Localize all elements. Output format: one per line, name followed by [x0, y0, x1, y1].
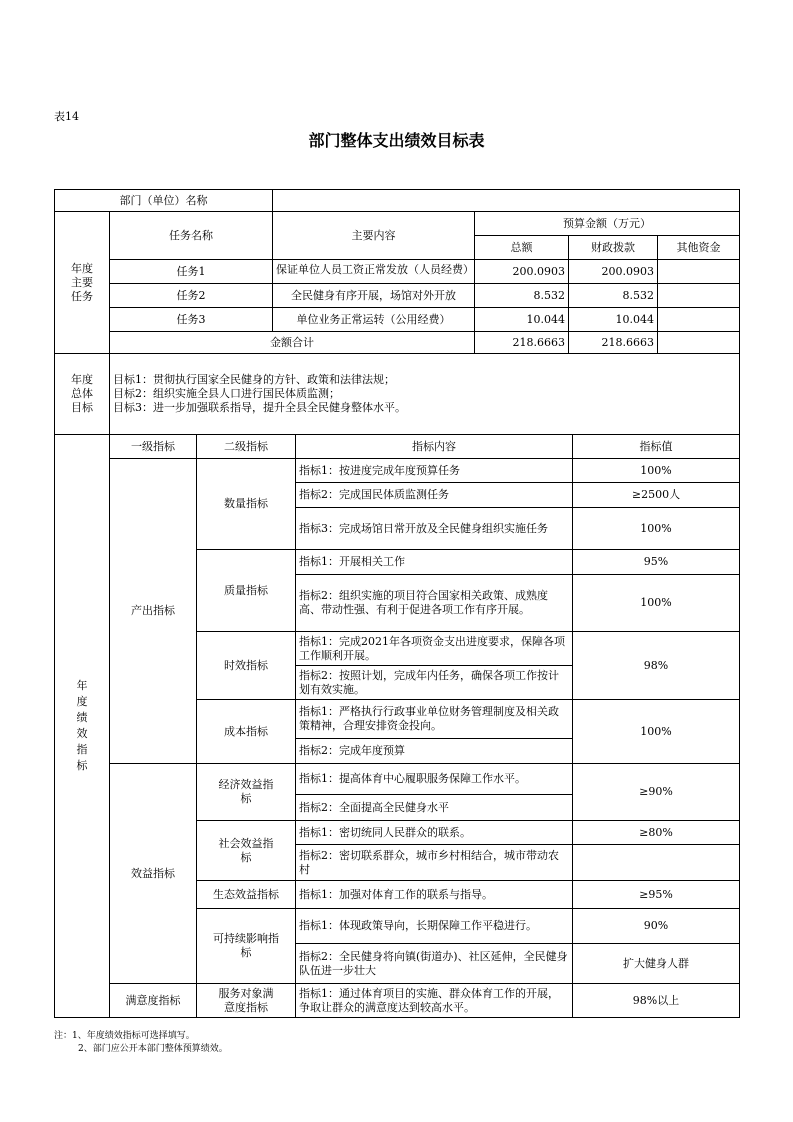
- task-other: [657, 283, 740, 308]
- sustainable-indicator-label-text: 可持续影响指标: [213, 932, 279, 959]
- indicator-value: 100%: [572, 507, 740, 550]
- overall-goals-label: [54, 353, 110, 435]
- satisfaction-level2-label: [196, 983, 296, 1018]
- sum-label: 金额合计: [109, 331, 475, 354]
- header-task-name: 任务名称: [109, 211, 273, 260]
- goal-line: 目标2：组织实施全县人口进行国民体质监测；: [113, 387, 340, 400]
- indicator-value: 95%: [572, 549, 740, 575]
- indicator-item: 指标1：按进度完成年度预算任务: [295, 458, 573, 483]
- indicator-value: 100%: [572, 574, 740, 632]
- annual-tasks-label: [54, 211, 110, 354]
- task-total: 8.532: [474, 283, 569, 308]
- task-other: [657, 307, 740, 332]
- ecological-indicator-label: 生态效益指标: [196, 880, 296, 909]
- goal-line: 目标1：贯彻执行国家全民健身的方针、政策和法律法规；: [113, 373, 395, 386]
- social-indicator-label-text: 社会效益指标: [218, 836, 274, 864]
- indicator-value: ≥90%: [572, 763, 740, 821]
- task-content: 单位业务正常运转（公用经费）: [272, 307, 475, 332]
- indicator-item: 指标1：严格执行行政事业单位财务管理制度及相关政策精神，合理安排资金投向。: [295, 699, 573, 739]
- indicator-value: 98%: [572, 631, 740, 700]
- task-fiscal: 10.044: [568, 307, 658, 332]
- overall-goals-label-text: 年度总体目标: [71, 373, 93, 414]
- sum-fiscal: 218.6663: [568, 331, 658, 354]
- task-total: 10.044: [474, 307, 569, 332]
- task-name: 任务3: [109, 307, 273, 332]
- social-indicator-label: [196, 820, 296, 881]
- header-level2: 二级指标: [196, 434, 296, 459]
- quantity-indicator-label: 数量指标: [196, 458, 296, 550]
- indicator-item: 指标1：加强对体育工作的联系与指导。: [295, 880, 573, 909]
- satisfaction-level2-label-text: 服务对象满意度指标: [218, 986, 274, 1014]
- performance-label-text: 年度绩效指标: [76, 679, 88, 772]
- task-name: 任务1: [109, 259, 273, 284]
- indicator-value: ≥95%: [572, 880, 740, 909]
- indicator-item: 指标1：体现政策导向，长期保障工作平稳进行。: [295, 908, 573, 944]
- indicator-value: 100%: [572, 458, 740, 483]
- header-total: 总额: [474, 235, 569, 260]
- task-total: 200.0903: [474, 259, 569, 284]
- header-level1: 一级指标: [109, 434, 197, 459]
- timeliness-indicator-label: 时效指标: [196, 631, 296, 700]
- sum-other: [657, 331, 740, 354]
- economic-indicator-label-text: 经济效益指标: [218, 778, 274, 805]
- dept-value: [272, 189, 740, 212]
- table-number: 表14: [54, 110, 79, 123]
- sum-total: 218.6663: [474, 331, 569, 354]
- indicator-value: 100%: [572, 699, 740, 764]
- indicator-item: 指标2：完成国民体质监测任务: [295, 482, 573, 508]
- task-name: 任务2: [109, 283, 273, 308]
- overall-goals-content: [109, 353, 740, 435]
- economic-indicator-label: [196, 763, 296, 821]
- performance-label: [54, 434, 110, 1018]
- indicator-item: 指标1：开展相关工作: [295, 549, 573, 575]
- indicator-item: 指标3：完成场馆日常开放及全民健身组织实施任务: [295, 507, 573, 550]
- task-content: 保证单位人员工资正常发放（人员经费）: [272, 259, 475, 284]
- indicator-value: 90%: [572, 908, 740, 944]
- indicator-item: 指标2：全面提高全民健身水平: [295, 794, 573, 821]
- indicator-item: 指标2：密切联系群众，城市乡村相结合，城市带动农村: [295, 844, 573, 881]
- benefit-indicators-label: 效益指标: [109, 763, 197, 984]
- goal-line: 目标3：进一步加强联系指导，提升全县全民健身整体水平。: [113, 401, 406, 414]
- sustainable-indicator-label: [196, 908, 296, 984]
- header-value: 指标值: [572, 434, 740, 459]
- indicator-value: 98%以上: [572, 983, 740, 1018]
- page-title: 部门整体支出绩效目标表: [308, 131, 485, 150]
- dept-label: 部门（单位）名称: [54, 189, 273, 212]
- header-other: 其他资金: [657, 235, 740, 260]
- indicator-item: 指标1：密切统同人民群众的联系。: [295, 820, 573, 845]
- quality-indicator-label: 质量指标: [196, 549, 296, 632]
- indicator-item: 指标2：按照计划，完成年内任务，确保各项工作按计划有效实施。: [295, 665, 573, 700]
- indicator-item: 指标1：通过体育项目的实施、群众体育工作的开展，争取让群众的满意度达到较高水平。: [295, 983, 573, 1018]
- indicator-item: 指标2：组织实施的项目符合国家相关政策、成熟度高、带动性强、有利于促进各项工作有序开展。: [295, 574, 573, 632]
- footnote: 注：1、年度绩效指标可选择填写。: [54, 1031, 195, 1041]
- indicator-item: 指标2：完成年度预算: [295, 738, 573, 764]
- header-main-content: 主要内容: [272, 211, 475, 260]
- task-fiscal: 200.0903: [568, 259, 658, 284]
- indicator-item: 指标2：全民健身将向镇(街道办)、社区延伸，全民健身队伍进一步壮大: [295, 943, 573, 984]
- indicator-value: ≥2500人: [572, 482, 740, 508]
- annual-tasks-label-text: 年度主要任务: [71, 261, 93, 303]
- indicator-value: ≥80%: [572, 820, 740, 845]
- indicator-value-empty: [572, 844, 740, 881]
- task-other: [657, 259, 740, 284]
- output-indicators-label: 产出指标: [109, 458, 197, 764]
- footnote: 2、部门应公开本部门整体预算绩效。: [78, 1044, 228, 1054]
- satisfaction-indicator-label: 满意度指标: [109, 983, 197, 1018]
- header-fiscal: 财政拨款: [568, 235, 658, 260]
- task-fiscal: 8.532: [568, 283, 658, 308]
- header-budget: 预算金额（万元）: [474, 211, 740, 236]
- header-content: 指标内容: [295, 434, 573, 459]
- indicator-value: 扩大健身人群: [572, 943, 740, 984]
- footnotes: [54, 1030, 228, 1056]
- indicator-item: 指标1：完成2021年各项资金支出进度要求，保障各项工作顺利开展。: [295, 631, 573, 666]
- task-content: 全民健身有序开展，场馆对外开放: [272, 283, 475, 308]
- indicator-item: 指标1：提高体育中心履职服务保障工作水平。: [295, 763, 573, 795]
- cost-indicator-label: 成本指标: [196, 699, 296, 764]
